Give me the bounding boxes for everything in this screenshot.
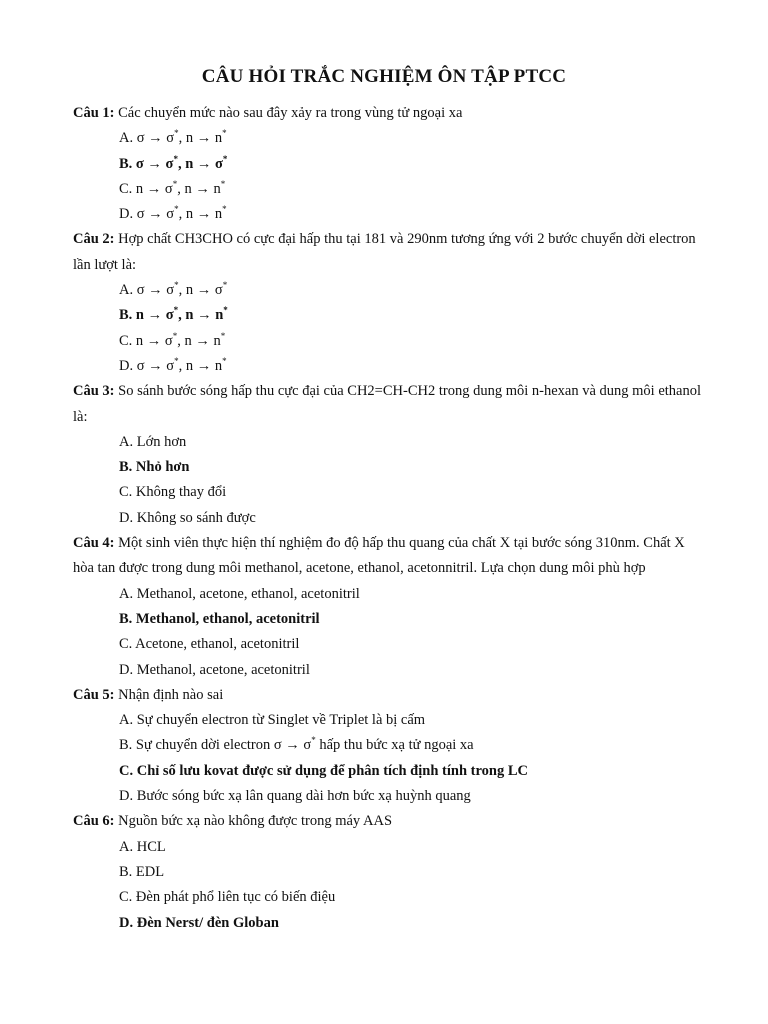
question-body: Hợp chất CH3CHO có cực đại hấp thu tại 181 và 290nm tương ứng với 2 bước chuyển dời electron lần lượt là:	[73, 231, 696, 273]
answer-option: C. Đèn phát phổ liên tục có biến điệu	[119, 889, 336, 906]
question-body: So sánh bước sóng hấp thu cực đại của CH2=CH-CH2 trong dung môi n-hexan và dung môi ethanol là:	[73, 383, 701, 425]
question-block	[73, 683, 701, 809]
answer-option-correct: B. n → σ*, n → n*	[119, 305, 228, 324]
question-number: Câu 6:	[73, 813, 115, 830]
answer-option: B. Sự chuyển dời electron σ → σ* hấp thu bức xạ tử ngoại xa	[119, 735, 474, 754]
answer-option: D. Không so sánh được	[119, 509, 256, 526]
document-title: CÂU HỎI TRẮC NGHIỆM ÔN TẬP PTCC	[201, 66, 567, 87]
answer-option: A. σ → σ*, n → σ*	[119, 280, 228, 299]
answer-option: A. HCL	[119, 838, 166, 855]
question-block	[73, 227, 701, 379]
answer-option-correct: B. Nhỏ hơn	[119, 459, 190, 476]
answer-option: C. Acetone, ethanol, acetonitril	[119, 636, 300, 653]
question-text	[73, 683, 701, 708]
answer-option: B. EDL	[119, 863, 165, 880]
answer-option-correct: D. Đèn Nerst/ đèn Globan	[119, 914, 279, 931]
question-block	[73, 531, 701, 683]
question-block	[73, 101, 701, 227]
question-number: Câu 4:	[73, 535, 115, 552]
answer-option: D. Bước sóng bức xạ lân quang dài hơn bức xạ huỳnh quang	[119, 788, 471, 805]
answer-option: C. n → σ*, n → n*	[119, 179, 226, 197]
question-text	[73, 379, 701, 430]
question-block	[73, 379, 701, 531]
answer-option: A. σ → σ*, n → n*	[119, 128, 227, 147]
question-body: Nhận định nào sai	[114, 686, 224, 703]
answer-option: C. n → σ*, n → n*	[119, 330, 226, 349]
question-number: Câu 1:	[73, 105, 115, 121]
answer-option: A. Methanol, acetone, ethanol, acetonitril	[119, 585, 360, 602]
question-text	[73, 101, 701, 126]
answer-option: D. σ → σ*, n → n*	[119, 204, 227, 223]
question-text	[73, 227, 701, 278]
question-text	[73, 531, 701, 582]
question-number: Câu 3:	[73, 383, 115, 400]
question-body: Các chuyển mức nào sau đây xảy ra trong vùng tử ngoại xa	[114, 105, 463, 121]
answer-option: C. Không thay đổi	[119, 484, 227, 501]
answer-option: A. Lớn hơn	[119, 433, 187, 450]
answer-option-correct: C. Chỉ số lưu kovat được sử dụng để phân tích định tính trong LC	[119, 762, 528, 779]
question-block	[73, 809, 701, 935]
answer-option-correct: B. Methanol, ethanol, acetonitril	[119, 610, 320, 627]
question-number: Câu 5:	[73, 686, 115, 703]
question-body: Một sinh viên thực hiện thí nghiệm đo độ hấp thu quang của chất X tại bước sóng 310nm. Chất X hòa tan được trong dung môi methanol, acetone, ethanol, acetonnitril. Lựa chọn dung môi phù hợp	[73, 535, 685, 577]
answer-option-correct: B. σ → σ*, n → σ*	[119, 153, 228, 172]
question-number: Câu 2:	[73, 231, 115, 248]
question-text	[73, 809, 701, 834]
answer-option: D. σ → σ*, n → n*	[119, 356, 227, 374]
question-body: Nguồn bức xạ nào không được trong máy AAS	[114, 813, 393, 830]
answer-option: D. Methanol, acetone, acetonitril	[119, 661, 310, 678]
answer-option: A. Sự chuyển electron từ Singlet về Triplet là bị cấm	[119, 712, 426, 729]
question-list	[73, 101, 701, 936]
